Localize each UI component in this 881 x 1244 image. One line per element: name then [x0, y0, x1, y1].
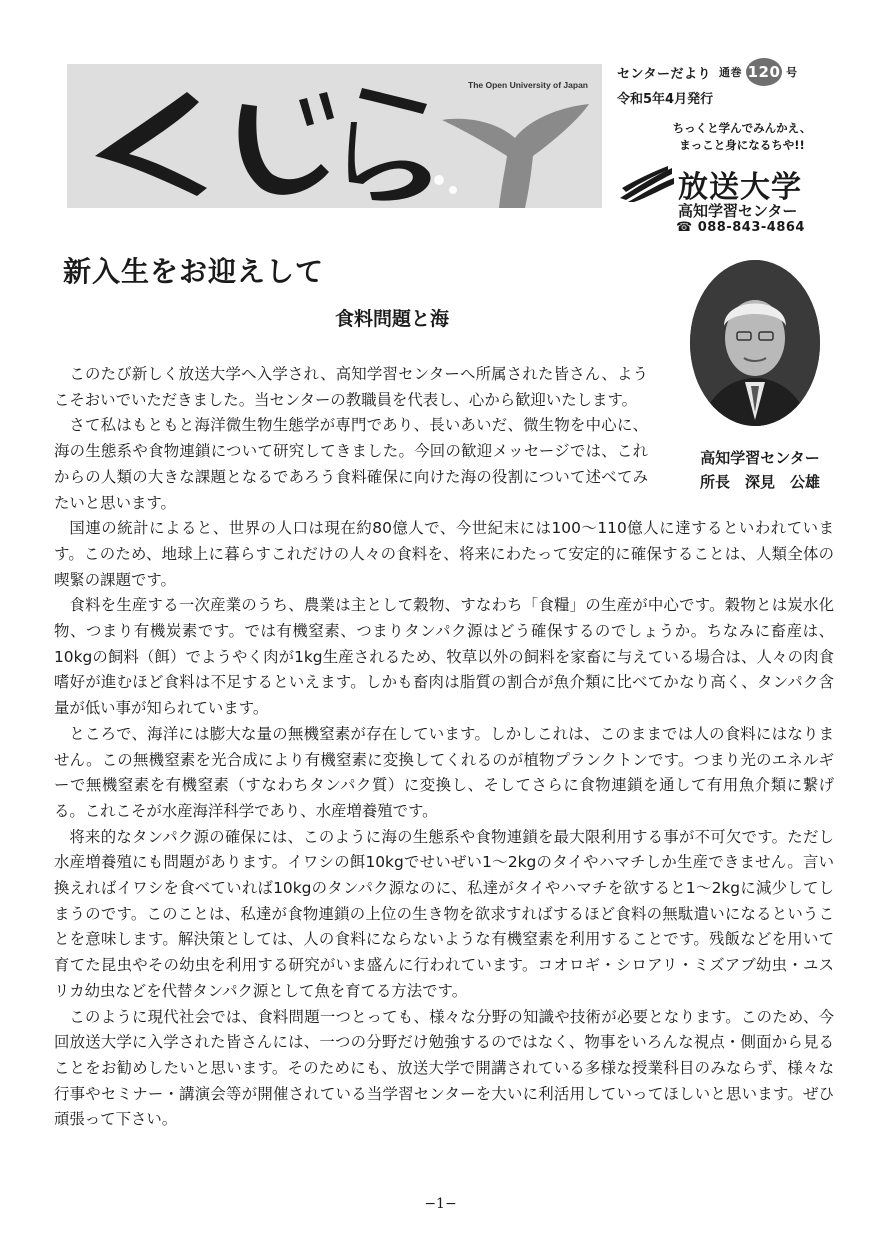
- center-name: 高知学習センター: [678, 202, 798, 220]
- article-title: 新入生をお迎えして: [63, 255, 325, 288]
- masthead-banner: [67, 64, 602, 208]
- paragraph: 国連の統計によると、世界の人口は現在約80億人で、今世紀末には100～110億人に達するといわれています。このため、地球上に暮らすこれだけの人々の食料を、将来にわたって安定的に確保することは、人類全体の喫緊の課題です。: [54, 519, 834, 589]
- catchphrase: [642, 120, 842, 154]
- masthead-tagline: The Open University of Japan: [468, 80, 588, 90]
- paragraph: このたび新しく放送大学へ入学され、高知学習センターへ所属された皆さん、ようこそおいでいただきました。当センターの教職員を代表し、心から歓迎いたします。: [54, 365, 648, 409]
- paragraph: さて私はもともと海洋微生物生態学が専門であり、長いあいだ、微生物を中心に、海の生態系や食物連鎖について研究してきました。今回の歓迎メッセージでは、これからの人類の大きな課題となるであろう食料確保に向けた海の役割について述べてみたいと思います。: [54, 416, 648, 512]
- newsletter-label: センターだより: [617, 66, 711, 82]
- page-number: −1−: [424, 1196, 457, 1212]
- author-name: 所長 深見 公雄: [699, 473, 820, 491]
- issue-number-badge: 120: [746, 58, 782, 86]
- paragraph: ところで、海洋には膨大な量の無機窒素が存在しています。しかしこれは、このままでは人の食料にはなりません。この無機窒素を光合成により有機窒素に変換してくれるのが植物プランクトンです。つまり光のエネルギーで無機窒素を有機窒素（すなわちタンパク質）に変換し、そしてさらに食物連鎖を通して有用魚介類に繋げる。これこそが水産海洋科学であり、水産増養殖です。: [54, 724, 834, 820]
- paragraph: このように現代社会では、食料問題一つとっても、様々な分野の知識や技術が必要となります。このため、今回放送大学に入学された皆さんには、一つの分野だけ勉強するのではなく、物事をいろんな視点・側面から見ることをお勧めしたいと思います。そのためにも、放送大学で開講されている多様な授業科目のみならず、様々な行事やセミナー・講演会等が開催されている当学習センターを大いに利活用していってほしいと思います。ぜひ頑張って下さい。: [54, 1007, 834, 1129]
- university-name: 放送大学: [678, 170, 802, 205]
- catchphrase-line-1: ちっくと学んでみんかえ、: [672, 121, 812, 135]
- issue-number-suffix: 号: [785, 66, 798, 79]
- article-body: [54, 362, 834, 1133]
- volume-label: 通巻: [718, 66, 742, 79]
- author-affiliation: 高知学習センター: [700, 449, 820, 467]
- phone-number: ☎ 088-843-4864: [676, 220, 805, 235]
- catchphrase-line-2: まっこと身になるちや!!: [679, 138, 805, 152]
- university-logo-icon: [618, 166, 674, 202]
- article-subtitle: 食料問題と海: [335, 308, 450, 330]
- issue-info: [617, 58, 857, 107]
- paragraph: 将来的なタンパク源の確保には、このように海の生態系や食物連鎖を最大限利用する事が不可欠です。ただし水産増養殖にも問題があります。イワシの餌10kgでせいぜい1～2kgのタイやハマチしか生産できません。言い換えればイワシを食べていれば10kgのタンパク源なのに、私達がタイやハマチを欲すると1～2kgに減少してしまうのです。このことは、私達が食物連鎖の上位の生き物を欲求すればするほど食料の無駄遣いになるということを意味します。解決策としては、人の食料にならないような有機窒素を利用することです。残飯などを用いて育てた昆虫やその幼虫を利用する研究がいま盛んに行われています。コオロギ・シロアリ・ミズアブ幼虫・ユスリカ幼虫などを代替タンパク源として魚を育てる方法です。: [54, 827, 834, 1000]
- paragraph: 食料を生産する一次産業のうち、農業は主として穀物、すなわち「食糧」の生産が中心です。穀物とは炭水化物、つまり有機炭素です。では有機窒素、つまりタンパク源はどう確保するのでしょうか。ちなみに畜産は、10kgの飼料（餌）でようやく肉が1kg生産されるため、牧草以外の飼料を家畜に与えている場合は、人々の肉食嗜好が進むほど食料は不足するといえます。しかも畜肉は脂質の割合が魚介類に比べてかなり高く、タンパク含量が低い事が知られています。: [54, 596, 835, 718]
- issue-date: 令和5年4月発行: [617, 92, 714, 107]
